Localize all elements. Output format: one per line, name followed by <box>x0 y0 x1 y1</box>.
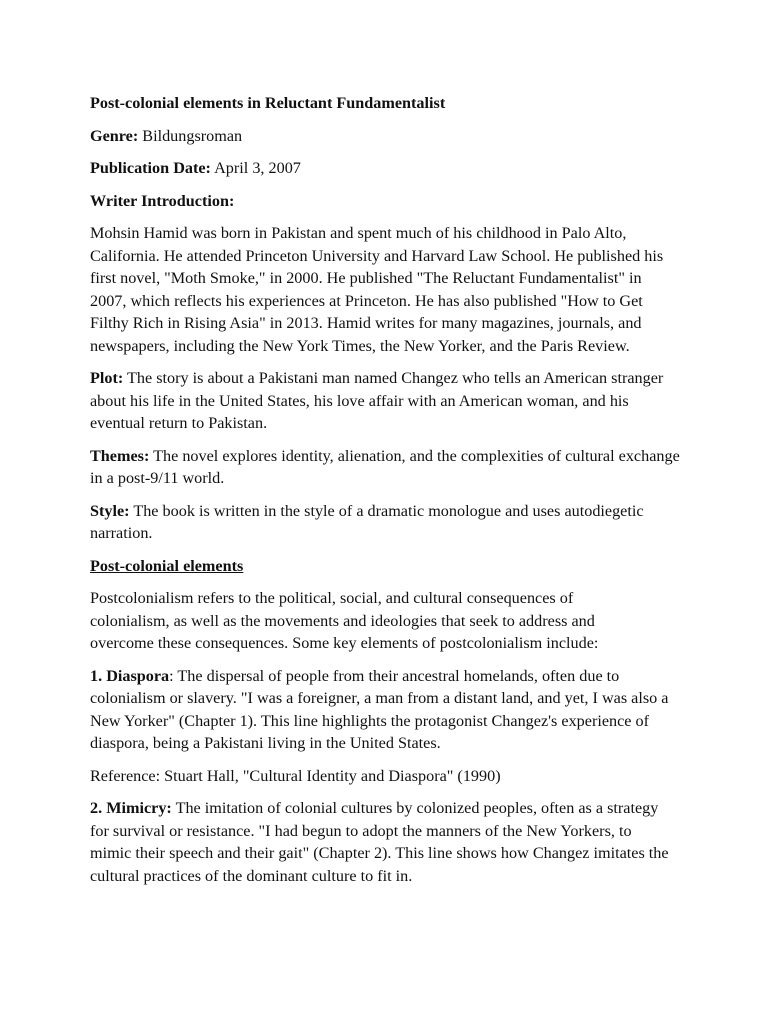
themes-label: Themes: <box>90 446 150 465</box>
style-text: The book is written in the style of a dramatic monologue and uses autodiegetic narration. <box>90 501 644 542</box>
postcolonial-intro-paragraph: Postcolonialism refers to the political, social, and cultural consequences of colonialism, as well as the movements and ideologies that seek to address and overcome these consequences. Some key elements of postcolonialism include: <box>90 589 599 652</box>
publication-date-label: Publication Date: <box>90 159 211 177</box>
genre-label: Genre: <box>90 126 139 145</box>
themes-text: The novel explores identity, alienation, and the complexities of cultural exchange in a post-9/11 world. <box>90 446 680 487</box>
diaspora-reference: Reference: Stuart Hall, "Cultural Identity and Diaspora" (1990) <box>90 766 501 785</box>
diaspora-label: 1. Diaspora <box>90 666 170 685</box>
publication-date-line <box>90 157 690 180</box>
writer-intro-heading: Writer Introduction: <box>90 191 235 210</box>
plot-text: The story is about a Pakistani man named Changez who tells an American stranger about his life in the United States, his love affair with an American woman, and his eventual return to Pakistan. <box>90 369 664 432</box>
writer-intro-paragraph: Mohsin Hamid was born in Pakistan and spent much of his childhood in Palo Alto, California. He attended Princeton University and Harvard Law School. He published his first novel, "Moth Smoke," in 2000. He published "The Reluctant Fundamentalist" in 2007, which reflects his experiences at Princeton. He has also published "How to Get Filthy Rich in Rising Asia" in 2013. Hamid writes for many magazines, journals, and newspapers, including the New York Times, the New Yorker, and the Paris Review. <box>90 224 664 355</box>
document-page <box>90 92 690 897</box>
document-title: Post-colonial elements in Reluctant Fundamentalist <box>90 94 446 112</box>
mimicry-label: 2. Mimicry: <box>90 799 172 817</box>
diaspora-text: : The dispersal of people from their ancestral homelands, often due to colonialism or slavery. "I was a foreigner, a man from a distant land, and yet, I was also a New Yorker" (Chapter 1). This line highlights the protagonist Changez's experience of diaspora, being a Pakistani living in the United States. <box>90 666 669 752</box>
publication-date-value: April 3, 2007 <box>214 159 301 177</box>
mimicry-paragraph <box>90 797 670 887</box>
genre-value: Bildungsroman <box>142 126 243 145</box>
diaspora-paragraph <box>90 665 680 755</box>
style-label: Style: <box>90 501 130 520</box>
themes-paragraph <box>90 445 680 490</box>
plot-paragraph <box>90 367 665 435</box>
mimicry-text: The imitation of colonial cultures by colonized peoples, often as a strategy for survival or resistance. "I had begun to adopt the manners of the New Yorkers, to mimic their speech and their gait" (Chapter 2). This line shows how Changez imitates the cultural practices of the dominant culture to fit in. <box>90 799 669 885</box>
style-paragraph <box>90 500 650 545</box>
section-heading: Post-colonial elements <box>90 556 244 575</box>
plot-label: Plot: <box>90 369 124 387</box>
genre-line <box>90 125 690 148</box>
